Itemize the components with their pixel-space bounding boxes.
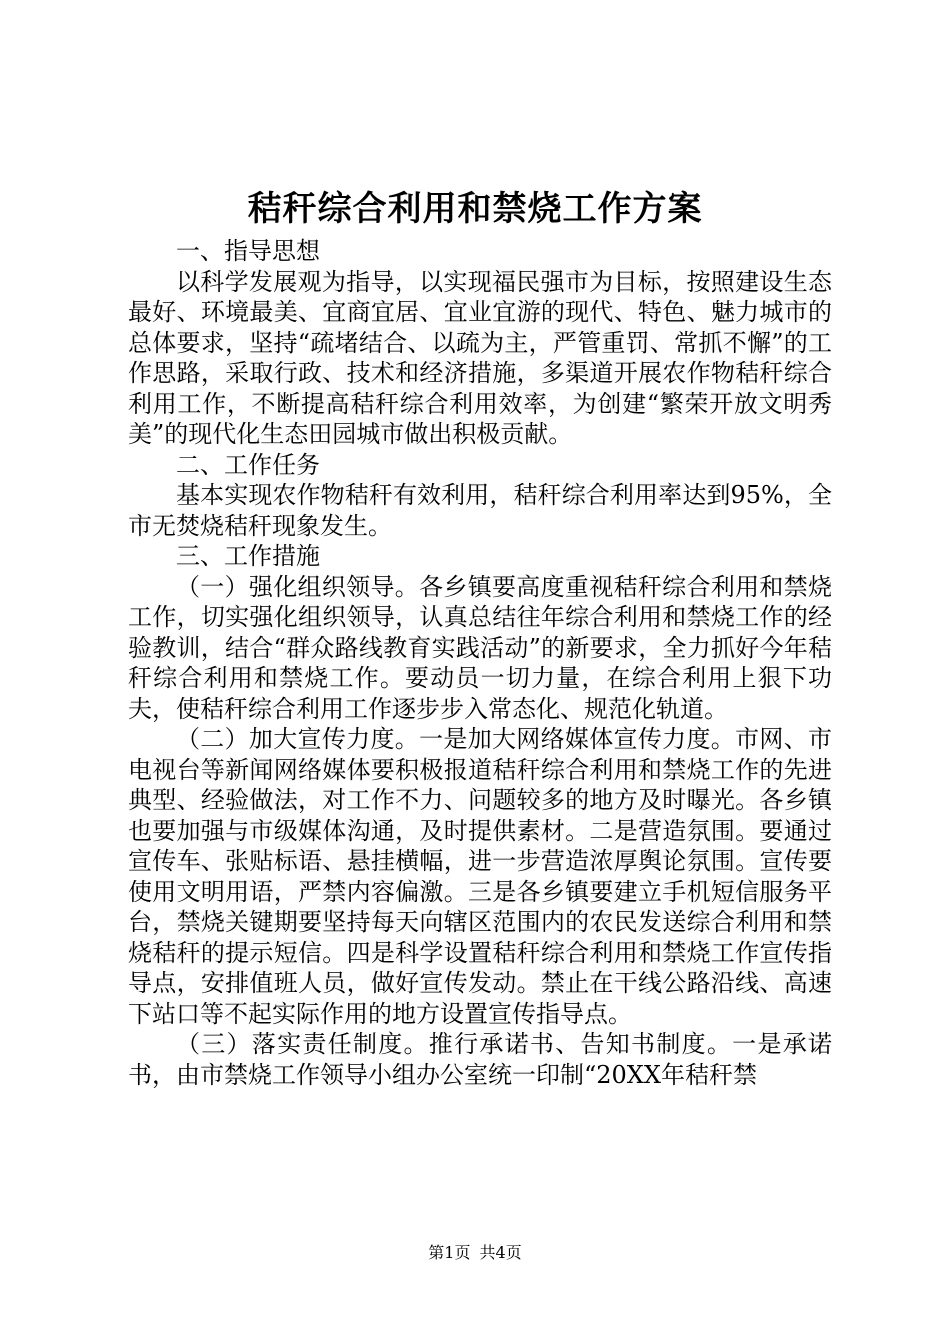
paragraph: （三）落实责任制度。推行承诺书、告知书制度。一是承诺书，由市禁烧工作领导小组办公室统一印制“20XX年秸秆禁	[128, 1030, 832, 1089]
paragraph: （一）强化组织领导。各乡镇要高度重视秸秆综合利用和禁烧工作，切实强化组织领导，认真总结往年综合利用和禁烧工作的经验教训，结合“群众路线教育实践活动”的新要求，全力抓好今年秸秆综合利用和禁烧工作。要动员一切力量，在综合利用上狠下功夫，使秸秆综合利用工作逐步步入常态化、规范化轨道。	[128, 572, 832, 723]
section-heading: 二、工作任务	[176, 450, 320, 479]
section-heading: 三、工作措施	[176, 542, 320, 570]
page-number: 第1页	[428, 1243, 471, 1262]
paragraph: （二）加大宣传力度。一是加大网络媒体宣传力度。市网、市电视台等新闻网络媒体要积极报道秸秆综合利用和禁烧工作的先进典型、经验做法，对工作不力、问题较多的地方及时曝光。各乡镇也要加强与市级媒体沟通，及时提供素材。二是营造氛围。要通过宣传车、张贴标语、悬挂横幅，进一步营造浓厚舆论氛围。宣传要使用文明用语，严禁内容偏激。三是各乡镇要建立手机短信服务平台，禁烧关键期要坚持每天向辖区范围内的农民发送综合利用和禁烧秸秆的提示短信。四是科学设置秸秆综合利用和禁烧工作宣传指导点，安排值班人员，做好宣传发动。禁止在干线公路沿线、高速下站口等不起实际作用的地方设置宣传指导点。	[128, 725, 832, 1028]
section-heading: 一、指导思想	[176, 237, 320, 265]
document-body	[128, 236, 832, 1090]
document-title: 秸秆综合利用和禁烧工作方案	[247, 189, 703, 229]
page-total: 共4页	[479, 1243, 522, 1262]
paragraph: 基本实现农作物秸秆有效利用，秸秆综合利用率达到95%，全市无焚烧秸秆现象发生。	[128, 481, 832, 540]
page-footer	[0, 1243, 950, 1263]
paragraph: 以科学发展观为指导，以实现福民强市为目标，按照建设生态最好、环境最美、宜商宜居、宜业宜游的现代、特色、魅力城市的总体要求，坚持“疏堵结合、以疏为主，严管重罚、常抓不懈”的工作思路，采取行政、技术和经济措施，多渠道开展农作物秸秆综合利用工作，不断提高秸秆综合利用效率，为创建“繁荣开放文明秀美”的现代化生态田园城市做出积极贡献。	[128, 267, 832, 448]
